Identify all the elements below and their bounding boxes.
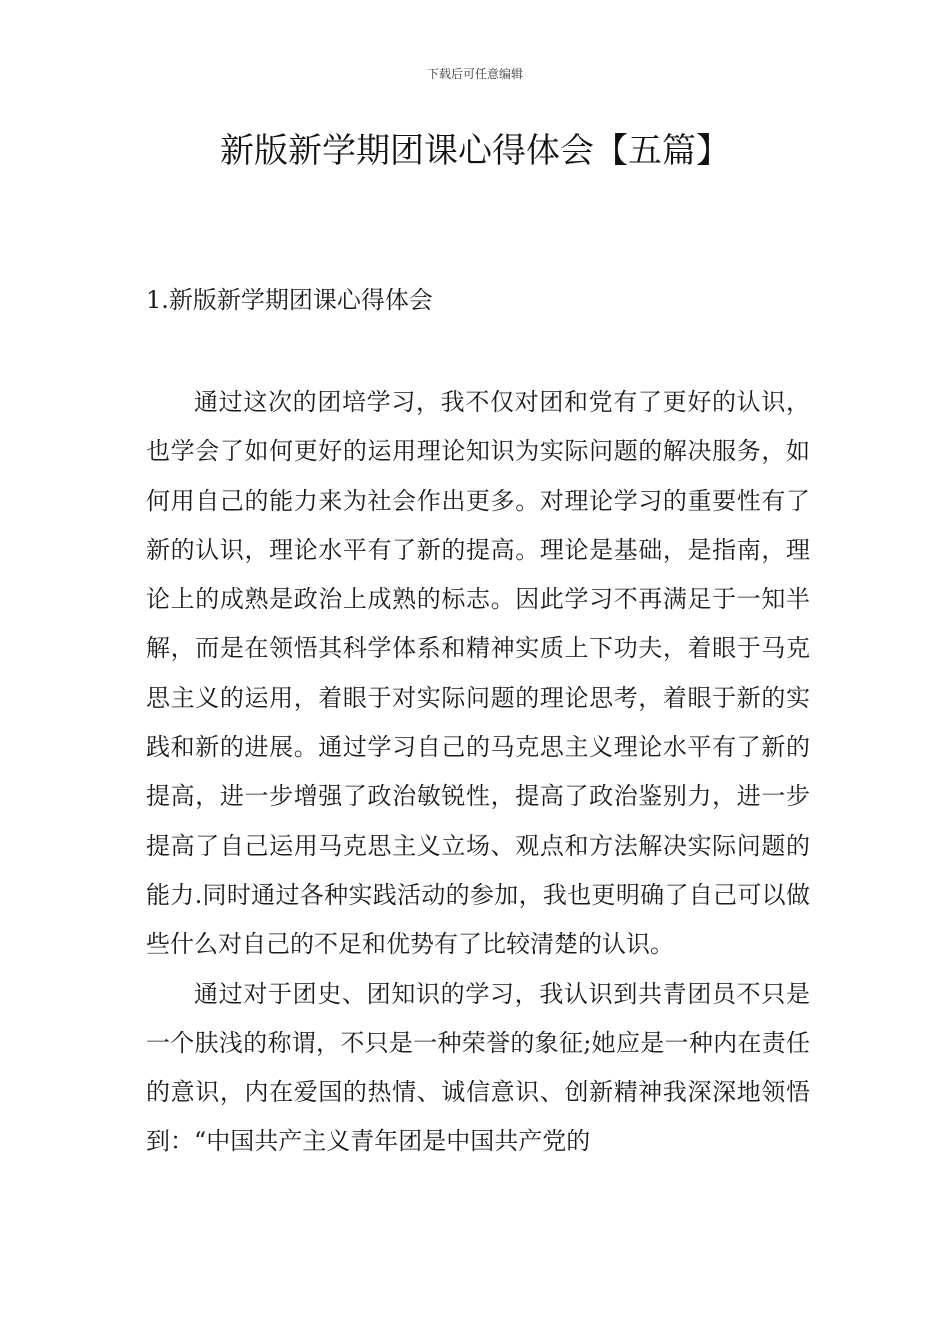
paragraph-2: 通过对于团史、团知识的学习，我认识到共青团员不只是一个肤浅的称谓，不只是一种荣誉的象征;她应是一种内在责任的意识，内在爱国的热情、诚信意识、创新精神我深深地领悟到：“中国共产主义青年团是中国共产党的 — [146, 979, 810, 1156]
paragraph-1: 通过这次的团培学习，我不仅对团和党有了更好的认识，也学会了如何更好的运用理论知识为实际问题的解决服务，如何用自己的能力来为社会作出更多。对理论学习的重要性有了新的认识，理论水平有了新的提高。理论是基础，是指南，理论上的成熟是政治上成熟的标志。因此学习不再满足于一知半解，而是在领悟其科学体系和精神实质上下功夫，着眼于马克思主义的运用，着眼于对实际问题的理论思考，着眼于新的实践和新的进展。通过学习自己的马克思主义理论水平有了新的提高，进一步增强了政治敏锐性，提高了政治鉴别力，进一步提高了自己运用马克思主义立场、观点和方法解决实际问题的能力.同时通过各种实践活动的参加，我也更明确了自己可以做些什么对自己的不足和优势有了比较清楚的认识。 — [146, 388, 810, 959]
body-text — [146, 378, 810, 1167]
section-heading: 1.新版新学期团课心得体会 — [146, 286, 433, 314]
header-note: 下载后可任意编辑 — [426, 67, 523, 81]
document-title: 新版新学期团课心得体会【五篇】 — [220, 131, 730, 171]
